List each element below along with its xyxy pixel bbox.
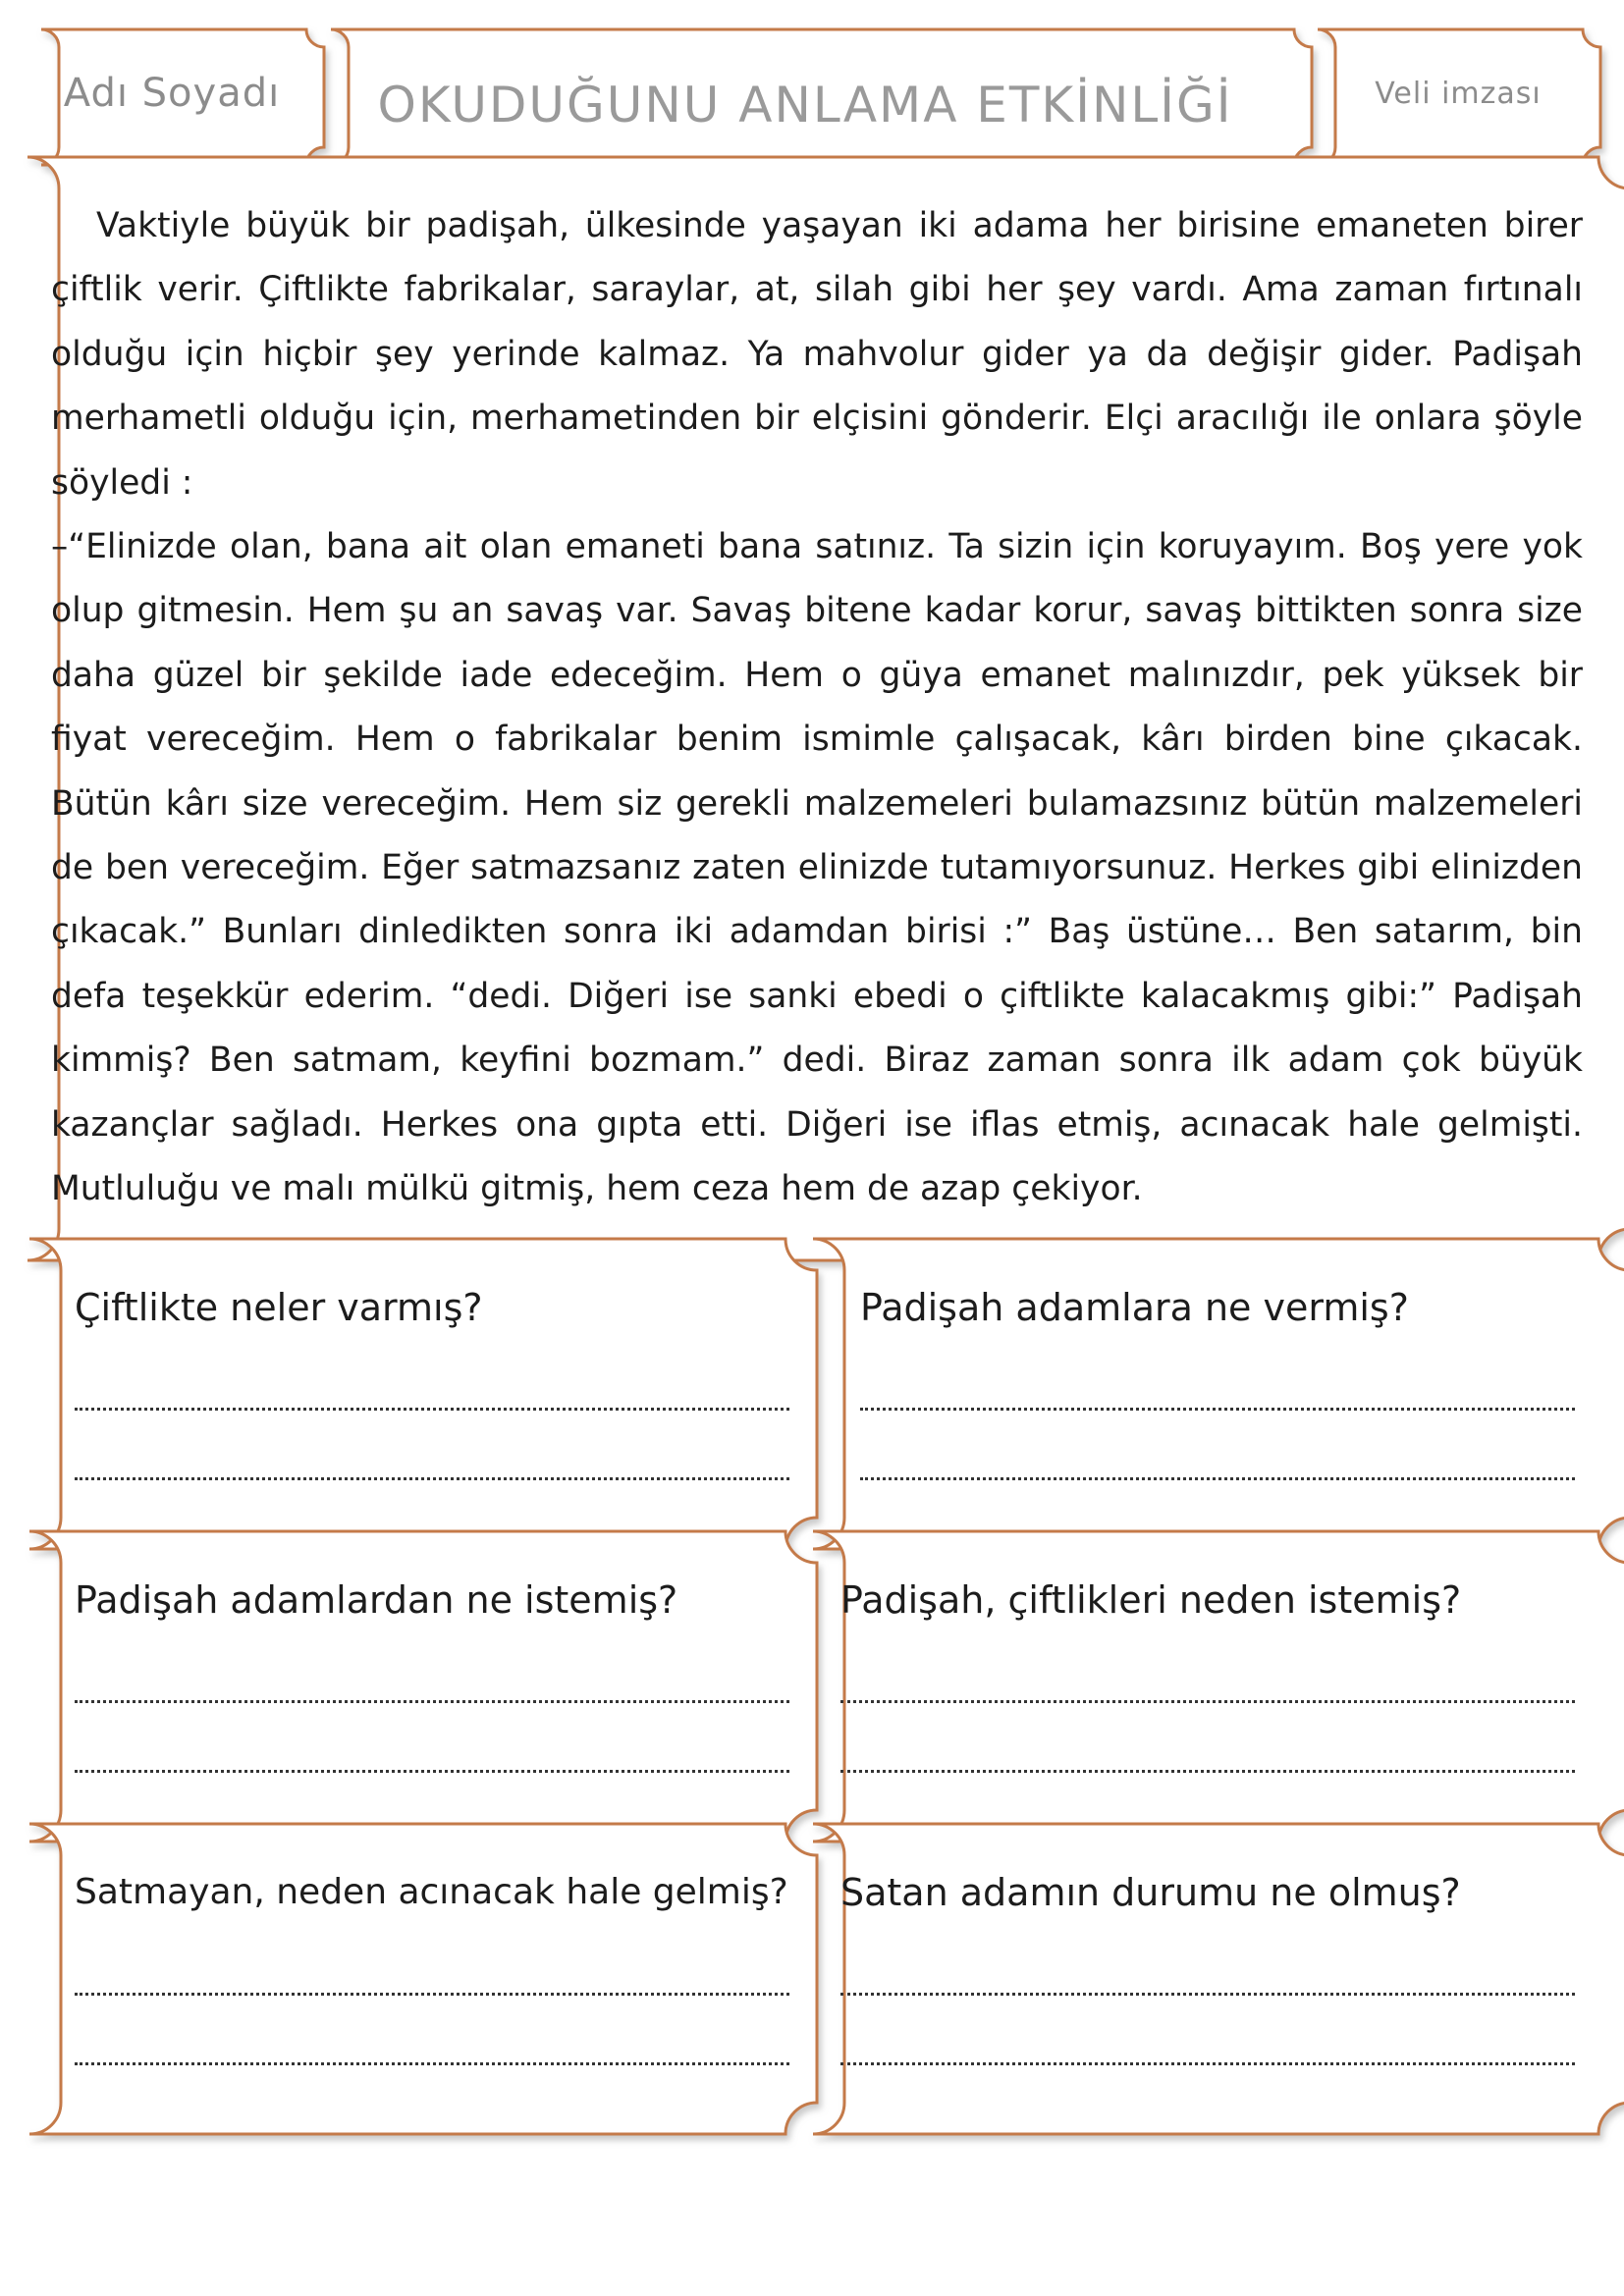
question-text: Padişah adamlardan ne istemiş? [75,1578,678,1622]
answer-line[interactable] [840,1953,1575,1996]
question-text: Satan adamın durumu ne olmuş? [840,1871,1461,1914]
question-text: Padişah, çiftlikleri neden istemiş? [840,1578,1462,1622]
answer-line[interactable] [840,2023,1575,2065]
page-title: OKUDUĞUNU ANLAMA ETKİNLİĞİ [377,77,1233,133]
question-5 [75,1863,789,2065]
story-text [51,194,1583,1222]
answer-line[interactable] [75,2023,789,2065]
question-1 [75,1278,789,1480]
question-text: Satmayan, neden acınacak hale gelmiş? [75,1872,788,1912]
answer-line[interactable] [840,1731,1575,1773]
signature-label: Veli imzası [1375,77,1542,111]
name-label: Adı Soyadı [63,71,281,116]
answer-line[interactable] [75,1438,789,1480]
question-3 [75,1571,789,1773]
answer-line[interactable] [75,1661,789,1703]
question-text: Çiftlikte neler varmış? [75,1286,483,1329]
story-paragraph: Vaktiyle büyük bir padişah, ülkesinde yaşayan iki adama her birisine emaneten birer çiftlik verir. Çiftlikte fabrikalar, saraylar, at, silah gibi her şey vardı. Ama zaman fırtınalı olduğu için hiçbir şey yerinde kalmaz. Ya mahvolur gider ya da değişir gider. Padişah merhametli olduğu için, merhametinden bir elçisini gönderir. Elçi aracılığı ile onlara şöyle söyledi : [51,206,1583,503]
answer-line[interactable] [840,1661,1575,1703]
story-quote: –“Elinizde olan, bana ait olan emaneti bana satınız. Ta sizin için koruyayım. Boş yere yok olup gitmesin. Hem şu an savaş var. Savaş bitene kadar korur, savaş bittikten sonra size daha güzel bir şekilde iade edeceğim. Hem o güya emanet malınızdır, pek yüksek bir fiyat vereceğim. Hem o fabrikalar benim ismimle çalışacak, kârı birden bine çıkacak. Bütün kârı size vereceğim. Hem siz gerekli malzemeleri bulamazsınız bütün malzemeleri de ben vereceğim. Eğer satmazsanız zaten elinizde tutamıyorsunuz. Herkes gibi elinizden çıkacak.” Bunları dinledikten sonra iki adamdan birisi :” Baş üstüne… Ben satarım, bin defa teşekkür ederim. “dedi. Diğeri ise sanki ebedi o çiftlikte kalacakmış gibi:” Padişah kimmiş? Ben satmam, keyfini bozmam.” dedi. Biraz zaman sonra ilk adam çok büyük kazançlar sağladı. Herkes ona gıpta etti. Diğeri ise iflas etmiş, acınacak hale gelmişti. Mutluluğu ve malı mülkü gitmiş, hem ceza hem de azap çekiyor. [51,527,1583,1209]
question-2 [860,1278,1575,1480]
question-text: Padişah adamlara ne vermiş? [860,1286,1409,1329]
answer-line[interactable] [75,1953,789,1996]
answer-line[interactable] [860,1438,1575,1480]
answer-line[interactable] [860,1368,1575,1411]
question-4 [840,1571,1575,1773]
answer-line[interactable] [75,1368,789,1411]
question-6 [840,1863,1575,2065]
answer-line[interactable] [75,1731,789,1773]
